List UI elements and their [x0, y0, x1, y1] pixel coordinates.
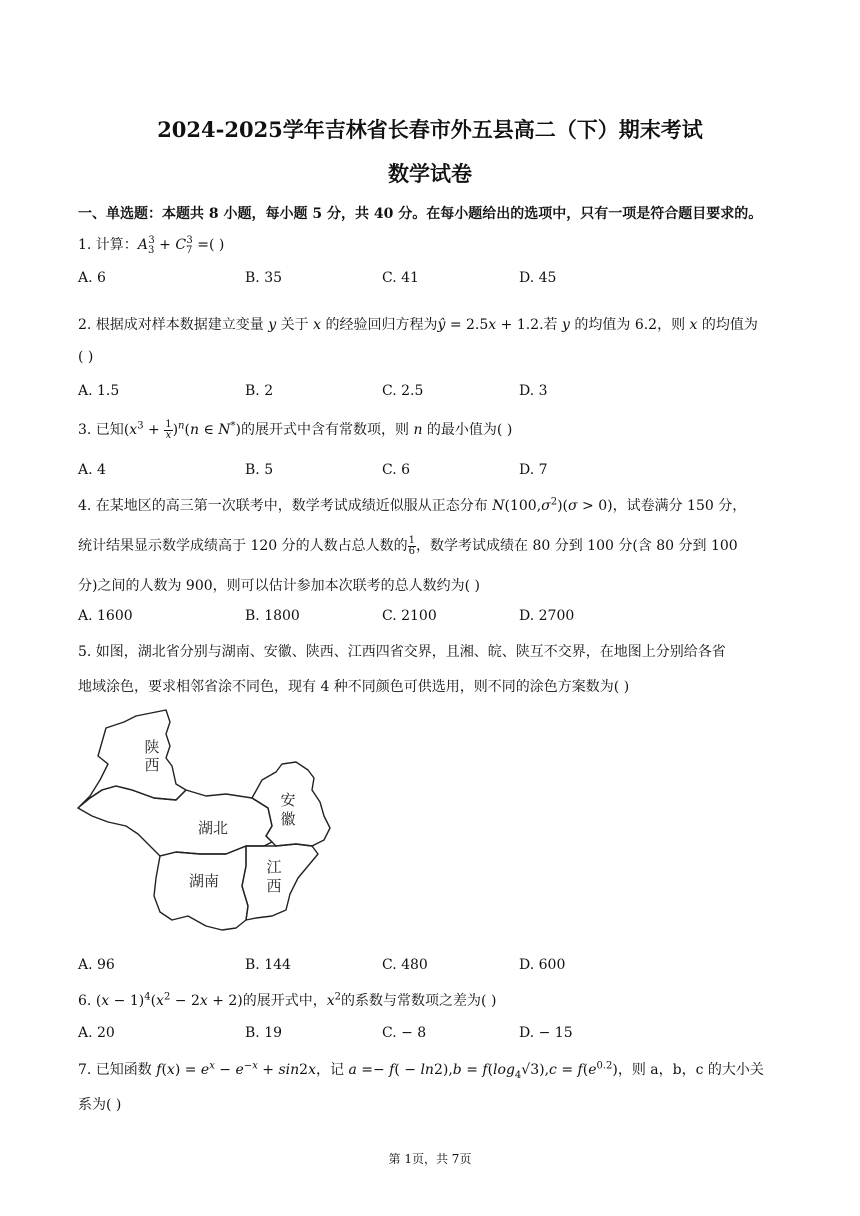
question-7-line-2: 系为( ): [78, 1097, 122, 1113]
province-map: [76, 706, 338, 940]
question-4-text-d: ，数学考试成绩在 80 分到 100 分(含 80 分到 100: [416, 538, 738, 554]
q5-option-c: C. 480: [382, 957, 428, 973]
question-4-line-3: 分)之间的人数为 900，则可以估计参加本次联考的总人数约为( ): [78, 578, 481, 594]
question-1-tail: =( ): [197, 237, 225, 253]
map-label-shaanxi-2: 西: [144, 756, 160, 774]
q5-option-a: A. 96: [78, 957, 115, 973]
question-7-function: $f(x) = e^x - e^{-x} + \sin 2x$: [156, 1060, 316, 1078]
question-2-bracket: ( ): [78, 349, 94, 365]
q3-option-c: C. 6: [382, 462, 411, 478]
q2-option-b: B. 2: [245, 383, 274, 399]
map-label-shaanxi-1: 陕: [144, 738, 160, 756]
exam-subtitle: 数学试卷: [388, 161, 472, 186]
question-1-lead: 1. 计算：: [78, 237, 138, 253]
page-number: 第 1页，共 7页: [388, 1152, 472, 1166]
question-6-tail: 的系数与常数项之差为( ): [341, 993, 497, 1009]
q3-option-b: B. 5: [245, 462, 274, 478]
section-heading: 一、单选题：本题共 8 小题，每小题 5 分，共 40 分。在每小题给出的选项中，只有一项是符合题目要求的。: [78, 206, 763, 222]
exam-title: 2024-2025学年吉林省长春市外五县高二（下）期末考试: [157, 117, 703, 142]
question-7-line-1: [78, 1059, 764, 1081]
question-2-formula: ŷ = 2.5x + 1.2.: [437, 317, 544, 333]
q2-option-a: A. 1.5: [78, 383, 120, 399]
hubei-region: [78, 786, 272, 856]
q4-option-b: B. 1800: [245, 608, 300, 624]
question-6-lead: 6.: [78, 993, 96, 1009]
q3-option-a: A. 4: [78, 462, 106, 478]
question-6-formula: $(x - 1)^4(x^2 - 2x + 2)$: [95, 991, 243, 1009]
q4-option-c: C. 2100: [382, 608, 437, 624]
question-2-text-e: 的均值为 6.2，则: [569, 317, 690, 333]
map-label-anhui-2: 徽: [280, 810, 296, 828]
question-1-formula: $A_3^3 + C_7^3$: [137, 235, 193, 256]
question-3-text: 的展开式中含有常数项，则: [240, 422, 414, 438]
q6-option-c: C. − 8: [382, 1025, 427, 1041]
question-3: 3. 已知($x^3$ + $\frac{1}{x}$ )$^n$(n ∈ N*)的展开式中含有常数项，则 n 的最小值为( ): [78, 418, 513, 441]
map-label-jiangxi-1: 江: [266, 858, 282, 876]
q1-option-a: A. 6: [78, 270, 106, 286]
q6-option-d: D. − 15: [519, 1025, 573, 1041]
q1-option-d: D. 45: [519, 270, 557, 286]
question-2-text-c: 的经验回归方程为: [321, 317, 438, 333]
q4-option-d: D. 2700: [519, 608, 575, 624]
q3-option-d: D. 7: [519, 462, 548, 478]
question-7-definitions: $a =- f( - \ln 2),b = f(\log_4√3),c = f(e^{0.2})$: [348, 1060, 618, 1081]
question-2-text-b: 关于: [276, 317, 314, 333]
q2-option-c: C. 2.5: [382, 383, 424, 399]
question-2-text-a: 2. 根据成对样本数据建立变量: [78, 317, 269, 333]
question-3-tail: 的最小值为( ): [422, 422, 513, 438]
question-4-text-a: 4. 在某地区的高三第一次联考中，数学考试成绩近似服从正态分布: [78, 498, 493, 514]
question-1: [78, 234, 224, 256]
question-7-text-a: 7. 已知函数: [78, 1062, 157, 1078]
question-4-line-2: [78, 535, 738, 557]
q5-option-b: B. 144: [245, 957, 291, 973]
q1-option-c: C. 41: [382, 270, 419, 286]
map-label-jiangxi-2: 西: [266, 877, 282, 895]
question-2: 2. 根据成对样本数据建立变量 y 关于 x 的经验回归方程为ŷ = 2.5x + 1.2.若 y 的均值为 6.2，则 x 的均值为: [78, 317, 758, 333]
q4-option-a: A. 1600: [78, 608, 133, 624]
question-4-line-1: [78, 495, 746, 515]
q6-option-a: A. 20: [78, 1025, 115, 1041]
question-7-text-c: ，则 a，b，c 的大小关: [617, 1062, 764, 1078]
question-2-text-d: 若: [543, 317, 562, 333]
question-4-fraction: $\frac{1}{6}$: [408, 534, 415, 557]
q6-option-b: B. 19: [245, 1025, 283, 1041]
q1-option-b: B. 35: [245, 270, 283, 286]
map-label-anhui-1: 安: [280, 791, 296, 809]
question-4-text-c: 统计结果显示数学成绩高于 120 分的人数占总人数的: [78, 538, 408, 554]
question-5-line-1: 5. 如图，湖北省分别与湖南、安徽、陕西、江西四省交界，且湘、皖、陕互不交界，在地图上分别给各省: [78, 644, 726, 660]
question-7-text-b: ，记: [315, 1062, 349, 1078]
question-4-formula: $N(100,\sigma^2)(\sigma > 0)$: [492, 496, 613, 514]
q5-option-d: D. 600: [519, 957, 566, 973]
map-label-hubei: 湖北: [197, 819, 229, 837]
question-6-text: 的展开式中，: [242, 993, 327, 1009]
question-6: 6. $(x - 1)^4(x^2 - 2x + 2)$的展开式中，$x^2$的系数与常数项之差为( ): [78, 991, 497, 1009]
q2-option-d: D. 3: [519, 383, 548, 399]
question-3-formula: ($x^3$ + $\frac{1}{x}$ )$^n$(n ∈ N*): [123, 418, 241, 441]
map-label-hunan: 湖南: [188, 872, 220, 890]
question-5-line-2: 地域涂色，要求相邻省涂不同色，现有 4 种不同颜色可供选用，则不同的涂色方案数为( ): [78, 679, 630, 695]
shaanxi-region: [78, 710, 186, 808]
question-2-text-f: 的均值为: [697, 317, 758, 333]
question-3-lead: 3. 已知: [78, 422, 124, 438]
question-4-text-b: ，试卷满分 150 分，: [612, 498, 747, 514]
